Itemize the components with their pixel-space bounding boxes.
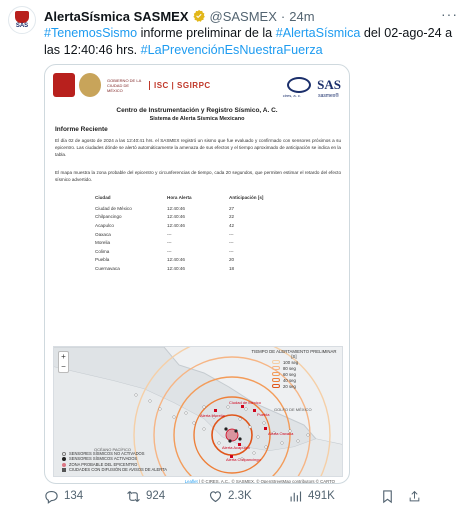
city-cell: Puebla xyxy=(95,257,110,263)
time-cell: 12:40:46 xyxy=(167,222,185,228)
table-row xyxy=(95,213,279,222)
legend-swatch xyxy=(272,384,280,388)
repost-button[interactable] xyxy=(126,489,208,504)
reply-icon xyxy=(44,489,59,504)
time-cell: 12:40:46 xyxy=(167,205,185,211)
tweet-text xyxy=(44,25,462,59)
legend-label: SENSORES SÍSMICOS NO ACTIVADOS xyxy=(69,451,145,456)
hashtag-link[interactable]: #TenemosSismo xyxy=(44,26,138,40)
city-cell: Ciudad de México xyxy=(95,205,132,211)
alert-table xyxy=(95,194,279,273)
timestamp[interactable]: 24m xyxy=(289,8,315,24)
government-logo-text: GOBIERNO DE LA CIUDAD DE MÉXICO xyxy=(107,77,142,93)
table-row xyxy=(95,256,279,265)
table-row xyxy=(95,247,279,256)
gulf-label: GOLFO DE MÉXICO xyxy=(274,407,312,412)
reply-count: 134 xyxy=(64,490,84,502)
city-cell: Cuernavaca xyxy=(95,265,120,271)
hashtag-link[interactable]: #LaPrevenciónEsNuestraFuerza xyxy=(140,43,323,57)
table-row xyxy=(95,204,279,213)
city-label: Ciudad de México xyxy=(229,400,262,405)
ocean-label: OCÉANO PACÍFICO xyxy=(94,447,132,452)
zoom-in-button[interactable]: + xyxy=(61,352,66,361)
sensor-legend xyxy=(62,451,167,473)
time-cell: 12:40:46 xyxy=(167,265,185,271)
tweet-media-image[interactable] xyxy=(44,64,350,484)
city-cell: Acapulco xyxy=(95,222,114,228)
anticipation-cell: 22 xyxy=(229,214,235,220)
separator: · xyxy=(280,8,286,24)
sasmex-logo-text: sasmex® xyxy=(318,93,339,99)
epicenter-zone-icon xyxy=(62,463,66,467)
government-logo-icon xyxy=(53,73,75,97)
more-options-icon[interactable]: ··· xyxy=(441,6,458,22)
legend-label: 20 seg xyxy=(283,383,296,389)
legend-item xyxy=(62,467,167,472)
zoom-out-button[interactable]: − xyxy=(61,362,66,371)
legend-label: ZONA PROBABLE DEL EPICENTRO xyxy=(69,461,138,467)
repost-count: 924 xyxy=(146,490,166,502)
legend-label: 80 seg xyxy=(283,365,296,371)
column-header: Ciudad xyxy=(95,195,111,200)
column-header: Hora Alerta xyxy=(167,195,192,200)
anticipation-cell: 20 xyxy=(229,257,235,263)
shield-icon xyxy=(15,11,29,23)
document-subtitle: Sistema de Alerta Sísmica Mexicano xyxy=(149,116,245,122)
city-label: Puebla xyxy=(257,412,270,417)
action-bar xyxy=(44,488,462,504)
time-cell: --- xyxy=(167,240,172,246)
document-header xyxy=(45,65,349,105)
city-label: Alerta Oaxaca xyxy=(268,431,294,436)
report-paragraph: El mapa muestra la zona probable del epicentro y circunferencias de tiempo, cada 20 segundos, que permiten estimar el retardo del efecto sísmico advertido. xyxy=(55,170,341,182)
share-icon xyxy=(408,489,421,504)
table-row xyxy=(95,264,279,273)
city-cell: Chilpancingo xyxy=(95,214,122,220)
legend-item xyxy=(272,383,338,389)
repost-icon xyxy=(126,489,141,504)
table-row xyxy=(95,221,279,230)
hashtag-link[interactable]: #AlertaSísmica xyxy=(275,26,361,40)
heart-icon xyxy=(208,489,223,504)
cires-logo-icon xyxy=(287,77,311,93)
legend-swatch xyxy=(272,366,280,370)
legend-swatch xyxy=(272,378,280,382)
anticipation-cell: 27 xyxy=(229,205,235,211)
column-header: Anticipación [s] xyxy=(229,195,264,200)
time-cell: --- xyxy=(167,231,172,237)
tweet-header xyxy=(44,7,458,25)
table-row xyxy=(95,230,279,239)
anticipation-cell: --- xyxy=(229,240,234,246)
city-label: Alerta Chilpancingo xyxy=(226,457,261,462)
legend-label: SENSORES SÍSMICOS ACTIVADOS xyxy=(69,456,138,462)
map-attribution xyxy=(45,479,349,484)
legend-label: CIUDADES CON DIFUSIÓN DE AVISOS DE ALERTA xyxy=(69,467,168,473)
reply-button[interactable] xyxy=(44,489,126,504)
time-cell: 12:40:46 xyxy=(167,257,185,263)
author-handle[interactable]: @SASMEX xyxy=(209,8,277,24)
city-cell: Oaxaca xyxy=(95,231,111,237)
attribution-text: | © CIRES, A.C., © SASMEX, © OpenStreetMap contributors © CARTO xyxy=(197,479,335,484)
table-header-row xyxy=(95,194,279,204)
isc-logo-text: ISC | SGIRPC xyxy=(149,81,211,90)
report-heading: Informe Reciente xyxy=(55,126,108,133)
zoom-control xyxy=(58,351,69,373)
legend-swatch xyxy=(272,360,280,364)
legend-label: 40 seg xyxy=(283,377,296,383)
time-legend-title: TIEMPO DE ALERTAMIENTO PRELIMINAR [S] xyxy=(251,349,337,359)
leaflet-link[interactable]: Leaflet xyxy=(184,479,198,484)
like-button[interactable] xyxy=(208,489,288,504)
time-cell: --- xyxy=(167,248,172,254)
bookmark-button[interactable] xyxy=(380,489,408,504)
city-label: Alerta Acapulco xyxy=(222,445,250,450)
anticipation-cell: --- xyxy=(229,231,234,237)
table-row xyxy=(95,238,279,247)
time-cell: 12:40:46 xyxy=(167,214,185,220)
tweet-text-segment: informe preliminar de la xyxy=(137,26,276,40)
sensor-active-icon xyxy=(62,457,66,461)
tweet-text-segment: del 02-ago-24 a las 12:40:46 hrs. xyxy=(44,26,453,57)
like-count: 2.3K xyxy=(228,490,252,502)
city-cell: Morelia xyxy=(95,240,111,246)
city-square-icon xyxy=(62,468,66,472)
legend-swatch xyxy=(272,372,280,376)
legend-label: 60 seg xyxy=(283,371,296,377)
anticipation-cell: 18 xyxy=(229,265,235,271)
views-button[interactable] xyxy=(288,489,380,504)
anticipation-cell: --- xyxy=(229,248,234,254)
analytics-icon xyxy=(288,489,303,504)
alert-map[interactable] xyxy=(53,346,343,477)
city-cell: Colima xyxy=(95,248,110,254)
sas-logo-text: SAS xyxy=(317,77,341,92)
sensor-inactive-icon xyxy=(62,452,66,456)
avatar[interactable] xyxy=(8,6,36,34)
legend-label: 100 seg xyxy=(283,359,299,365)
author-name[interactable]: AlertaSísmica SASMEX xyxy=(44,8,189,24)
report-paragraph: El día 02 de agosto de 2024 a las 12:40:41 hrs. el SASMEX registró un sismo que fue evaluado y confirmado con sensores próximos a su epicentro. Las ciudades dónde se alertó automáticamente la amenaza de sus efectos y el tiempo aproximado de anticipación se indica en la tabla. xyxy=(55,138,341,157)
views-count: 491K xyxy=(308,490,335,502)
anticipation-cell: 42 xyxy=(229,222,235,228)
time-legend xyxy=(250,349,338,389)
city-label: Alerta Morelia xyxy=(200,413,225,418)
seal-icon xyxy=(79,73,101,97)
bookmark-icon xyxy=(380,489,395,504)
verified-badge-icon xyxy=(192,9,206,23)
avatar-text: SAS xyxy=(15,22,29,29)
document-title: Centro de Instrumentación y Registro Sísmico, A. C. xyxy=(116,107,278,114)
cires-logo-text: cires, a. c. xyxy=(282,93,301,98)
share-button[interactable] xyxy=(408,489,426,504)
